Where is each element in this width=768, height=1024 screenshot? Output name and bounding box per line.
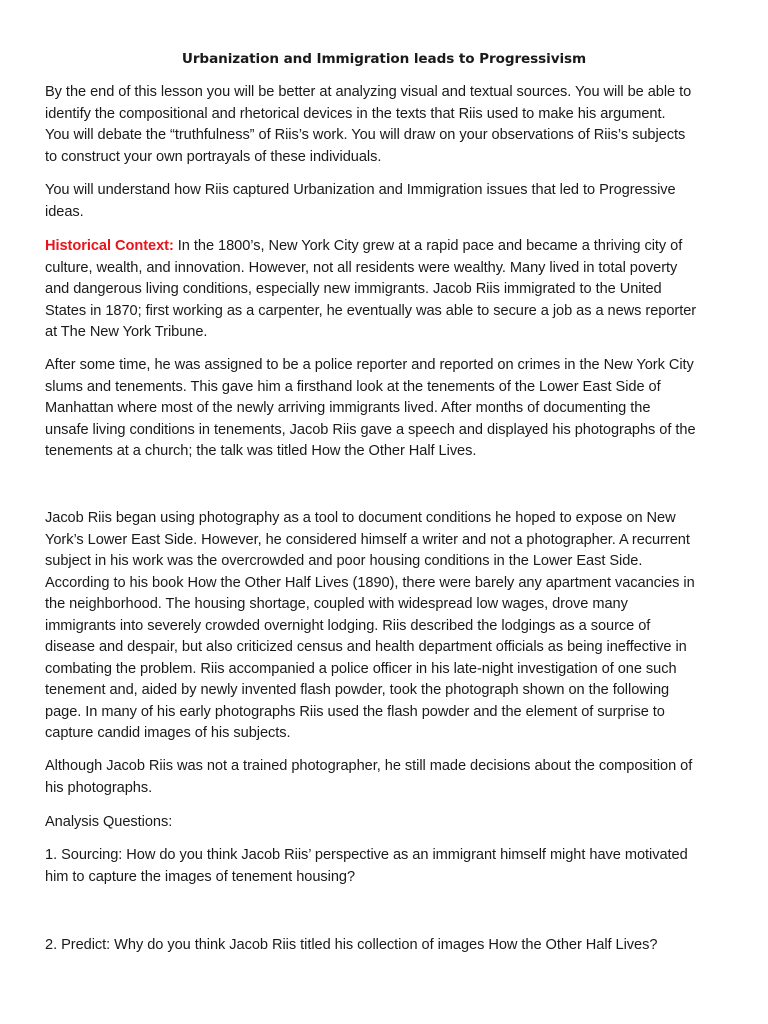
analysis-heading — [45, 812, 730, 834]
question-1-line: him to capture the images of tenement housing? — [45, 868, 356, 885]
composition-line: his photographs. — [45, 779, 153, 796]
composition-paragraph — [45, 756, 730, 799]
police-line: unsafe living conditions in tenements, Jacob Riis gave a speech and displayed his photographs of the — [45, 421, 696, 438]
understand-line: You will understand how Riis captured Urbanization and Immigration issues that led to Progressive — [45, 182, 676, 198]
photography-line: subject in his work was the overcrowded and poor housing conditions in the Lower East Side. — [45, 553, 643, 569]
police-line: After some time, he was assigned to be a police reporter and reported on crimes in the New York City — [45, 357, 694, 373]
photography-line: York’s Lower East Side. However, he considered himself a writer and not a photographer. A recurrent — [45, 531, 690, 548]
photography-line: combating the problem. Riis accompanied a police officer in his late-night investigation of one such — [45, 660, 677, 677]
photography-line: tenement and, aided by newly invented flash powder, took the photograph shown on the following — [45, 682, 670, 698]
photography-line: According to his book How the Other Half Lives (1890), there were barely any apartment vacancies in — [45, 574, 695, 591]
photography-line: the neighborhood. The housing shortage, coupled with widespread low wages, drove many — [45, 596, 628, 612]
composition-line: Although Jacob Riis was not a trained photographer, he still made decisions about the composition of — [45, 758, 693, 774]
analysis-heading-text: Analysis Questions: — [45, 814, 173, 830]
context-line: In the 1800’s, New York City grew at a rapid pace and became a thriving city of — [173, 238, 683, 254]
context-line: at The New York Tribune. — [45, 324, 208, 340]
photography-line: Jacob Riis began using photography as a tool to document conditions he hoped to expose on New — [45, 510, 676, 526]
police-line: tenements at a church; the talk was titled How the Other Half Lives. — [45, 443, 477, 459]
context-first-line — [45, 236, 730, 258]
context-line: and dangerous living conditions, especially new immigrants. Jacob Riis immigrated to the United — [45, 281, 662, 297]
intro-line: identify the compositional and rhetorical devices in the texts that Riis used to make his argument. — [45, 105, 666, 122]
understand-line: ideas. — [45, 203, 84, 220]
context-line: States in 1870; first working as a carpenter, he eventually was able to secure a job as a news reporter — [45, 302, 697, 319]
understand-paragraph — [45, 180, 730, 223]
police-line: Manhattan where most of the newly arriving immigrants lived. After months of documenting the — [45, 400, 651, 416]
photography-line: capture candid images of his subjects. — [45, 725, 291, 741]
question-1 — [45, 845, 730, 888]
police-reporter-paragraph — [45, 355, 730, 463]
historical-context-label: Historical Context: — [45, 238, 174, 254]
intro-line: to construct your own portrayals of these individuals. — [45, 148, 382, 165]
question-2-line: 2. Predict: Why do you think Jacob Riis titled his collection of images How the Other Half Lives? — [45, 937, 658, 953]
page-title: Urbanization and Immigration leads to Progressivism — [181, 51, 587, 67]
intro-paragraph — [45, 82, 730, 168]
photography-line: immigrants into severely crowded overnight lodging. Riis described the lodgings as a source of — [45, 617, 651, 634]
historical-context-paragraph — [45, 236, 730, 344]
police-line: slums and tenements. This gave him a firsthand look at the tenements of the Lower East Side of — [45, 378, 661, 395]
intro-line: By the end of this lesson you will be better at analyzing visual and textual sources. You will be able to — [45, 84, 692, 100]
question-1-line: 1. Sourcing: How do you think Jacob Riis’ perspective as an immigrant himself might have motivated — [45, 847, 688, 863]
intro-line: You will debate the “truthfulness” of Riis’s work. You will draw on your observations of Riis’s subjects — [45, 127, 686, 143]
photography-line: disease and despair, but also criticized census and health department officials as being ineffective in — [45, 639, 687, 655]
context-line: culture, wealth, and innovation. However, not all residents were wealthy. Many lived in total poverty — [45, 259, 678, 276]
photography-line: page. In many of his early photographs Riis used the flash powder and the element of surprise to — [45, 703, 665, 720]
photography-paragraph — [45, 508, 730, 745]
question-2 — [45, 935, 730, 957]
